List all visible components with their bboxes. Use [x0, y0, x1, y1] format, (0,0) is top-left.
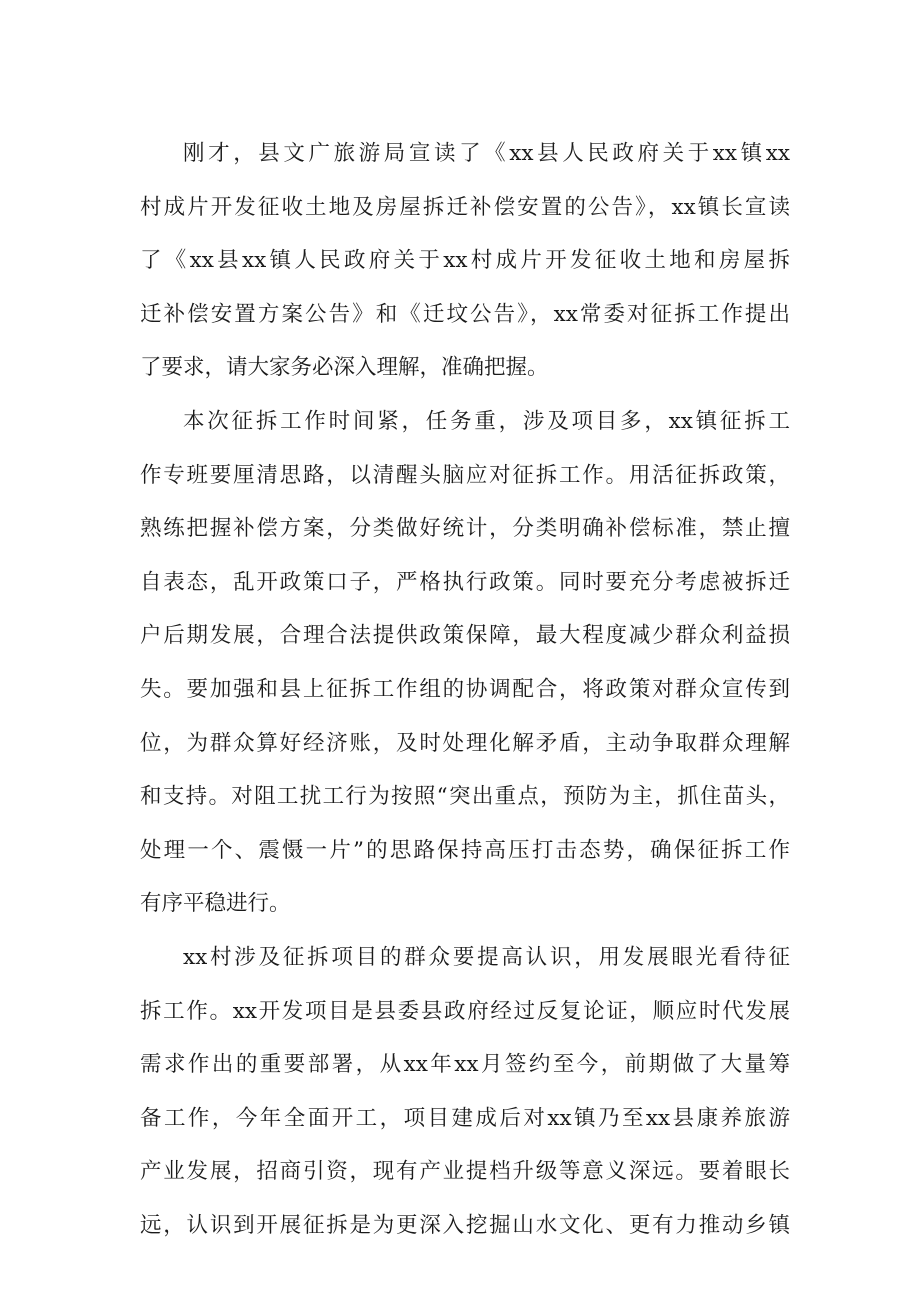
- paragraph-1: [140, 127, 790, 395]
- text-line: 作专班要厘清思路，以清醒头脑应对征拆工作。用活征拆政策，: [140, 462, 790, 488]
- text-line: 了《xx县xx镇人民政府关于xx村成片开发征收土地和房屋拆: [140, 248, 790, 274]
- text-line: 处理一个、震慑一片”的思路保持高压打击态势，确保征拆工作: [140, 837, 790, 863]
- text-line: 有序平稳进行。: [140, 891, 291, 917]
- text-line: 和支持。对阻工扰工行为按照“突出重点，预防为主，抓住苗头，: [140, 784, 790, 810]
- text-line: 熟练把握补偿方案，分类做好统计，分类明确补偿标准，禁止擅: [140, 516, 790, 542]
- document-body: [140, 127, 790, 1252]
- paragraph-2: [140, 395, 790, 931]
- text-line: xx村涉及征拆项目的群众要提高认识，用发展眼光看待征: [183, 944, 790, 970]
- text-line: 需求作出的重要部署，从xx年xx月签约至今，前期做了大量筹: [140, 1052, 790, 1078]
- paragraph-3: [140, 931, 790, 1253]
- text-line: 远，认识到开展征拆是为更深入挖掘山水文化、更有力推动乡镇: [140, 1212, 790, 1238]
- text-line: 自表态，乱开政策口子，严格执行政策。同时要充分考虑被拆迁: [140, 569, 790, 595]
- text-line: 位，为群众算好经济账，及时处理化解矛盾，主动争取群众理解: [140, 730, 790, 756]
- text-line: 迁补偿安置方案公告》和《迁坟公告》，xx常委对征拆工作提出: [140, 301, 790, 327]
- text-line: 本次征拆工作时间紧，任务重，涉及项目多，xx镇征拆工: [183, 408, 790, 434]
- text-line: 备工作，今年全面开工，项目建成后对xx镇乃至xx县康养旅游: [140, 1105, 790, 1131]
- text-line: 拆工作。xx开发项目是县委县政府经过反复论证，顺应时代发展: [140, 998, 790, 1024]
- text-line: 刚才，县文广旅游局宣读了《xx县人民政府关于xx镇xx: [183, 141, 790, 166]
- text-line: 产业发展，招商引资，现有产业提档升级等意义深远。要着眼长: [140, 1159, 790, 1185]
- text-line: 失。要加强和县上征拆工作组的协调配合，将政策对群众宣传到: [140, 676, 790, 702]
- text-line: 了要求，请大家务必深入理解，准确把握。: [140, 355, 549, 381]
- text-line: 户后期发展，合理合法提供政策保障，最大程度减少群众利益损: [140, 623, 790, 649]
- text-line: 村成片开发征收土地及房屋拆迁补偿安置的公告》，xx镇长宣读: [140, 194, 790, 220]
